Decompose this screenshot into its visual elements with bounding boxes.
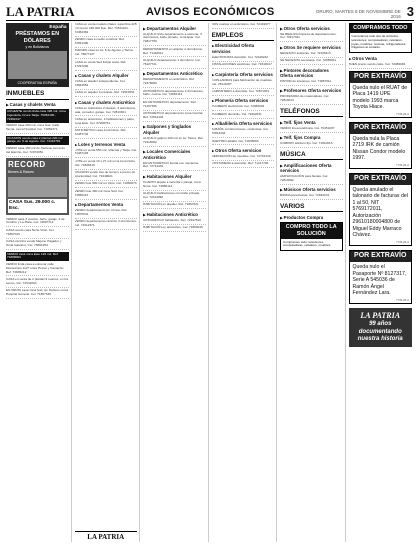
list-item: CASA en venta modelo chalet, superficie 225 m2 precio 165.000 $us. Ref. 71841104 - 72452381 bbox=[75, 23, 138, 37]
cat-otros-venta: ▶ Otros Venta bbox=[349, 56, 413, 62]
promo-espana bbox=[6, 23, 69, 87]
list-item: CASA en Anticrético 2 plantas, 3 dormitorios, sala, comedor, garaje. Cel. 72813301 bbox=[75, 107, 138, 117]
list-item: LOTE en venta 550 m2, Vilacota y Tarija. Cel. 72467103 bbox=[75, 149, 138, 159]
compro-todo-ad bbox=[280, 222, 343, 251]
notice-code: 7745-26-A bbox=[395, 111, 409, 116]
list-item: EN ANTICRÉTICO departamento. Ref. 71467366 bbox=[143, 101, 206, 111]
list-item: NECESITO asistente. Cel. 72105113 bbox=[280, 52, 343, 58]
notice-body: Queda nulo el RUAT de Placa 1419 UPE modelo 1993 marca Toyota Hiace. bbox=[352, 84, 408, 111]
list-item: VENDO lote 300 m2 zona Sud. Cel. 73860113 bbox=[75, 190, 138, 200]
list-item: CASA en venta Sud Felipe Auza. Ref. 67297292 bbox=[75, 61, 138, 71]
promo-photo bbox=[8, 51, 67, 79]
cat-departamentos-venta: ▶ Departamentos Venta bbox=[75, 202, 138, 208]
public-notice bbox=[349, 173, 413, 246]
page-number: 3 bbox=[406, 3, 414, 19]
section-varios: VARIOS bbox=[280, 203, 343, 212]
column-6 bbox=[349, 23, 415, 542]
cat-otros-requiere: ▶ Otros Se requiere servicios bbox=[280, 45, 343, 51]
list-item: EN ANTICRÉTICO tienda con mezanine. Ref. 72713491 bbox=[143, 162, 206, 172]
notice-code: 7745-26-A bbox=[395, 239, 409, 244]
list-item: BANDA para fiestas. Cel. 72843101 bbox=[280, 194, 343, 200]
cat-electricidad: ▶ Electricidad Oferta servicios bbox=[212, 43, 275, 54]
column-2 bbox=[75, 23, 141, 542]
list-item: URGENTE vendo linda casa 196 m2, zona Ingenieria, Cruce Tarija. 70452100 - 72461017 bbox=[6, 109, 69, 123]
list-item: ALQUILO galpón 100 m2 en Av. Tacna. Ref. 72416002 bbox=[143, 137, 206, 147]
list-item: CASA vendo casa Norte Vinto. Cel. 71867043 bbox=[6, 229, 69, 239]
compro-title: COMPRO TODO LA SOLUCIÓN bbox=[281, 223, 342, 239]
list-item: BUEN precio vendo catre. Cel. 72489046 bbox=[349, 63, 413, 69]
notice-heading: POR EXTRAVÍO bbox=[350, 123, 412, 134]
list-item: CARPINTERO a domicilio. Cel. 72871001 bbox=[212, 90, 275, 96]
cat-telf-venta: ▶ Telf. fijos Venta bbox=[280, 120, 343, 126]
list-item: PLOMERO electricista. Cel. 72846004 bbox=[212, 105, 275, 111]
compramos-todo-ad bbox=[349, 23, 413, 53]
notice-heading: POR EXTRAVÍO bbox=[350, 72, 412, 83]
list-item: VENDO casa a medio construir. Ref. 72821300 bbox=[75, 38, 138, 48]
promo-brand: España bbox=[49, 25, 67, 30]
cat-plomeria: ▶ Plomería Oferta servicios bbox=[212, 98, 275, 104]
list-item: ANTICRÉTICO departamento 2 dormitorios, baño, cocina. Cel. 72846114 bbox=[143, 90, 206, 100]
list-item: CASA céntrica vendo Mejora, Pagador y Soria Galvarro. Cel. 73891254 bbox=[6, 240, 69, 250]
cat-locales-anticretico: ▶ Locales Comerciales Anticrético bbox=[143, 149, 206, 160]
list-item: HABITACIÓN en anticrético. Cel. 71809016 bbox=[143, 226, 206, 232]
cat-telf-compra: ▶ Telf. fijos Compra bbox=[280, 135, 343, 141]
list-item: PINTOR de interiores. Cel. 71867011 bbox=[280, 80, 343, 86]
promo-sub2: COOPERATIVA ESPAÑA bbox=[17, 81, 57, 86]
promo-logo: LA PATRIA bbox=[360, 311, 401, 321]
list-item: VENDO línea telefónica. Cel. 70451007 bbox=[280, 127, 343, 133]
cat-profesores: ▶ Profesores Oferta servicios bbox=[280, 88, 343, 94]
cat-departamentos-anticretico: ▶ Departamentos Anticrético bbox=[143, 71, 206, 77]
public-notice bbox=[349, 71, 413, 118]
notice-code: 7745-26-A bbox=[395, 297, 409, 302]
newspaper-logo: LA PATRIA bbox=[6, 3, 75, 19]
list-item: ANTICRÉTICO casa zona Norte. Ref. 72487743 bbox=[75, 129, 138, 139]
list-item: VENDO lote 500 m2 en Vinto. Cel. 71860073 bbox=[75, 182, 138, 188]
cat-habitaciones-alquiler: ▶ Habitaciones Alquiler bbox=[143, 174, 206, 180]
list-item: MAESTRO albañil. Cel. 71845603 bbox=[212, 140, 275, 146]
list-item: ANTICRÉTICO habitación. Ref. 72497810 bbox=[143, 219, 206, 225]
promo-sub: y en Bolivianos bbox=[25, 44, 50, 49]
notice-body: Queda anulado el talonario de facturas del 1 al 50, NIT 5769172011, Autorización 29610180004800 de Miguel Eddy Marraco Chávez. bbox=[352, 186, 408, 239]
issue-date: ORURO, MARTES 8 DE NOVIEMBRE DE 2016 bbox=[315, 8, 401, 20]
list-item: VENDO casa zona Este 129 m2. Ref. 71808004 bbox=[6, 252, 69, 262]
cat-lotes-venta: ▶ Lotes y terrenos Venta bbox=[75, 142, 138, 148]
list-item: ALQUILO lindo departamento a estrenar, 3 dormitorios, baño privado, zona Este. Cel. 72817750 bbox=[143, 33, 206, 47]
list-item: CASA en venta de 2 plantas 9 cuartos, en los cerros. Cel. 72541003 bbox=[6, 278, 69, 288]
cat-productos-compra: ▶ Productos Compra bbox=[280, 215, 343, 221]
anniversary-promo bbox=[349, 308, 413, 347]
notice-body: Queda nulo el Pasaporte Nº 8127317, Serie A 545036 de Ramón Ángel Fernández Lara. bbox=[352, 264, 407, 297]
column-4 bbox=[212, 23, 278, 542]
section-musica: MÚSICA bbox=[280, 151, 343, 160]
section-title: AVISOS ECONÓMICOS bbox=[146, 6, 275, 19]
list-item: OCASION vendo casa 2 plantas 220 m2 garaje, Av. 6 de Agosto. Cel. 72416781 bbox=[6, 136, 69, 146]
list-item: VENDO departamento Av. Cívica. Ref. 71876541 bbox=[75, 209, 138, 219]
section-inmuebles: INMUEBLES bbox=[6, 90, 69, 99]
cat-otros-oferta-servicios: ▶ Otros Oferta servicios bbox=[280, 26, 343, 32]
cat-musicos: ▶ Músicos Oferta servicios bbox=[280, 187, 343, 193]
cat-albanileria: ▶ Albañilería Oferta servicios bbox=[212, 121, 275, 127]
record-price: CASA Sus. 29.000 c. Esc. bbox=[8, 199, 67, 213]
list-item: DOS cuartos en anticrético. Cel. 72419977 bbox=[212, 23, 275, 29]
cat-carpinteria: ▶ Carpintería Oferta servicios bbox=[212, 72, 275, 78]
list-item: HABITACIÓN en alquiler. Ref. 71867621 bbox=[143, 203, 206, 209]
column-5 bbox=[280, 23, 346, 542]
public-notice bbox=[349, 250, 413, 304]
record-sub: Bienes & Raíces bbox=[8, 170, 34, 175]
list-item: ALBAÑIL construcciones, cerámicas. Cel. 72813333 bbox=[212, 128, 275, 138]
cat-otros-oferta: ▶ Otros Oferta servicios bbox=[212, 148, 275, 154]
promo-tagline: 99 años documentando nuestra historia bbox=[357, 321, 403, 343]
public-notice bbox=[349, 122, 413, 169]
columns bbox=[6, 23, 414, 542]
list-item: LOTE en venta 10 x 27 m2 en la zona Norte. Ref. 71806415 bbox=[75, 160, 138, 170]
cat-casas-alquiler: ▶ Casas y chalets Alquiler bbox=[75, 73, 138, 79]
list-item: REPARACIÓN de muebles. Cel. 72716449 bbox=[212, 155, 275, 161]
list-item: SE REALIZA limpieza de departamentos. Cel. 70117021 bbox=[280, 33, 343, 43]
list-item: CASA en alquiler zona Este. Ref. 72510051 bbox=[75, 91, 138, 97]
list-item: VENDO departamento céntrico 3 dormitorios. Cel. 72412371 bbox=[75, 220, 138, 230]
cat-habitaciones-anticretico: ▶ Habitaciones Anticrético bbox=[143, 212, 206, 218]
list-item: DEPARTAMENTO en anticrético. Ref. 72478000 bbox=[143, 78, 206, 88]
column-3 bbox=[143, 23, 209, 542]
list-item: OCASION vendo lote de terreno a precio de oportunidad. Cel. 72449021 bbox=[75, 171, 138, 181]
list-item: CASA en anticrético, 2 habitaciones y patio, zona Este. Cel. 67208731 bbox=[75, 118, 138, 128]
list-item: COSTURERA a domicilio. Ref. 71417706 bbox=[212, 162, 275, 168]
record-photo bbox=[8, 177, 67, 197]
cat-galpones-alquiler: ▶ Galpones y tinglados Alquiler bbox=[143, 124, 206, 135]
list-item: ALQUILO habitaciones con baño privado. Cel. 72413090 bbox=[143, 192, 206, 202]
notice-body: Queda nula la Placa 2719 IRK de camión Nissan Condor modelo 1997. bbox=[352, 135, 406, 162]
list-item: ANTICRÉTICO departamento zona Central. Ref. 72814432 bbox=[143, 112, 206, 122]
footer-logo: LA PATRIA bbox=[75, 531, 138, 542]
cat-casas-venta: ▶ Casas y chalets Venta bbox=[6, 102, 69, 108]
compramos-text: Compramos todo tipo de artículos: televisores, computadoras, celulares, joyas, muebles, cocinas, refrigeradores. Pagamos al contado. bbox=[351, 33, 407, 50]
cat-amplificaciones: ▶ Amplificaciones Oferta servicios bbox=[280, 163, 343, 174]
list-item: CASA en alquiler independiente. Cel. 73844651 bbox=[75, 80, 138, 90]
list-item: AVENDO casa en Av. 6 de Agosto y Tacna. Cel. 78877127 bbox=[75, 49, 138, 59]
section-empleos: EMPLEOS bbox=[212, 32, 275, 41]
list-item: PLOMERO domicilio. Cel. 71802231 bbox=[212, 113, 275, 119]
list-item: VENDO linda casa a estrenar calle Montesinos 1127 entre Potosí y Camacho. Ref. 73845212 bbox=[6, 263, 69, 277]
list-item: EN VENTA casa zona Sud, Av. Dehene cerca Hospital General. Cel. 71807336 bbox=[6, 289, 69, 299]
list-item: ALQUILO departamento 1 dormitorio. Cel. 76127721 bbox=[143, 59, 206, 69]
list-item: CUARTO alquilo a señorita o pareja, zona Norte. Cel. 73880114 bbox=[143, 181, 206, 191]
section-telefonos: TELÉFONOS bbox=[280, 108, 343, 117]
record-title: RECORD bbox=[8, 160, 46, 170]
list-item: SE NECESITA secretaria. Cel. 72850011 bbox=[280, 59, 343, 65]
promo-title: PRÉSTAMOS EN DÓLARES bbox=[15, 30, 60, 44]
list-item: DEPARTAMENTO en alquiler 2 dormitorios. Ref. 71418011 bbox=[143, 48, 206, 58]
list-item: AMPLIFICACIÓN para fiestas. Cel. 72810092 bbox=[280, 175, 343, 185]
list-item: CUPLLARDAS para fabricación de muebles. Cel. 78141087 bbox=[212, 79, 275, 89]
compramos-title: COMPRAMOS TODO bbox=[350, 24, 412, 33]
page-header bbox=[6, 4, 414, 21]
list-item: VENDO casa 200 m2, zona Sud, Calle Tacna, cerca Hospital. Cel. 71854471 bbox=[6, 124, 69, 134]
notice-heading: POR EXTRAVÍO bbox=[350, 174, 412, 185]
list-item: VENDO casa 150 m2 Av. Dehene cerca Av. del Ejército. Cel. 72474051 bbox=[6, 147, 69, 157]
compro-text: Compramos todo: televisores, computadoras, celulares, muebles. bbox=[283, 239, 331, 248]
list-item: ELECTRICISTA domicilio. Cel. 72129242 bbox=[212, 56, 275, 62]
record-ad bbox=[6, 158, 69, 214]
list-item: COMPRO teléfono fijo. Cel. 71810015 bbox=[280, 142, 343, 148]
column-1 bbox=[6, 23, 72, 542]
list-item: PROFESORA de matemáticas. Cel. 72819013 bbox=[280, 95, 343, 105]
notice-heading: POR EXTRAVÍO bbox=[350, 251, 412, 262]
notice-code: 7745-26-A bbox=[395, 162, 409, 167]
list-item: INSTALACIONES eléctricas. Cel. 71840017 bbox=[212, 63, 275, 69]
cat-pintores: ▶ Pintores decoradores Oferta servicios bbox=[280, 68, 343, 79]
cat-departamentos-alquiler: ▶ Departamentos Alquiler bbox=[143, 26, 206, 32]
list-item: VENDO casa 3 cuartos, baño, garaje, 6 de Octubre y La Plata. Cel. 73897714 bbox=[6, 218, 69, 228]
cat-casas-anticretico: ▶ Casas y chalets Anticrético bbox=[75, 100, 138, 106]
